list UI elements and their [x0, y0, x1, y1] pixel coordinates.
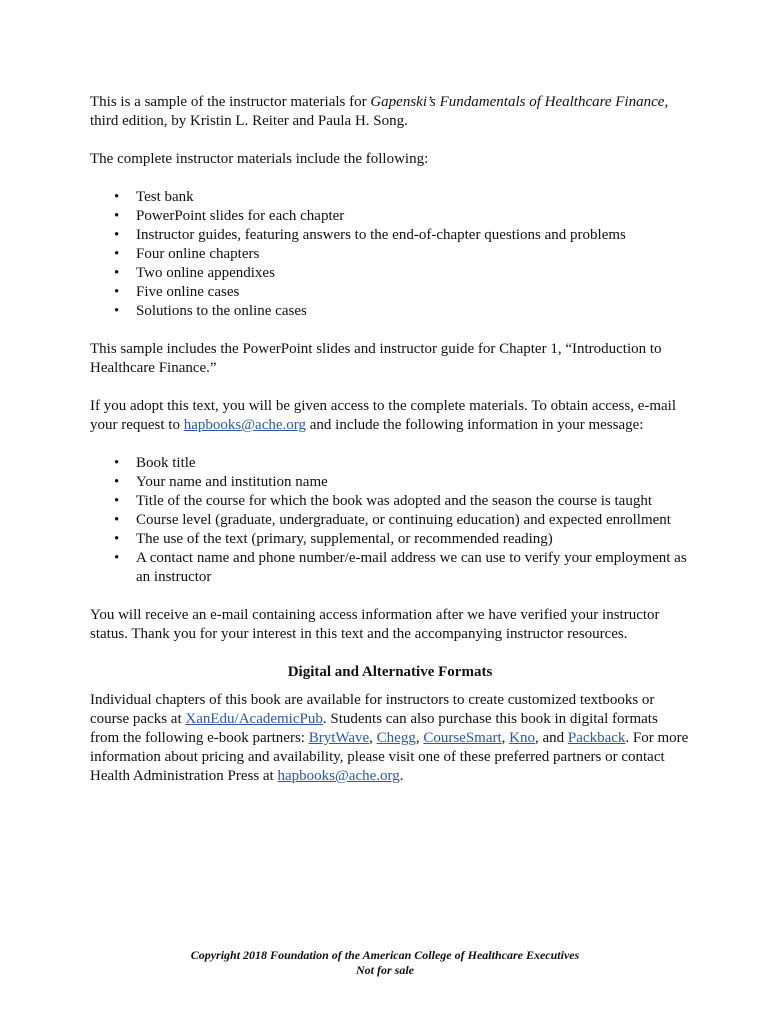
list-item — [90, 530, 690, 549]
digital-text-2: . Students can also purchase this book in digital formats from the following e-book partners: — [90, 711, 658, 746]
bullet-icon: • — [114, 189, 120, 205]
email-link[interactable]: hapbooks@ache.org — [183, 417, 306, 433]
materials-lead: The complete instructor materials include the following: — [90, 151, 429, 167]
copyright-line: Copyright 2018 Foundation of the American College of Healthcare Executives — [190, 948, 580, 962]
bullet-icon: • — [114, 512, 120, 528]
bullet-icon: • — [114, 531, 120, 547]
packback-link[interactable]: Packback — [567, 730, 626, 746]
adopt-text-after: and include the following information in your message: — [306, 417, 644, 433]
list-item — [90, 226, 690, 245]
intro-text-before: This is a sample of the instructor materials for — [90, 94, 371, 110]
list-item-text: Instructor guides, featuring answers to the end-of-chapter questions and problems — [136, 227, 626, 243]
list-item-text: Four online chapters — [136, 246, 260, 262]
bullet-icon: • — [114, 474, 120, 490]
list-item-text: Five online cases — [136, 284, 240, 300]
list-item — [90, 454, 690, 473]
list-item — [90, 473, 690, 492]
document-body — [90, 93, 690, 805]
list-item-text: Course level (graduate, undergraduate, or continuing education) and expected enrollment — [136, 512, 671, 528]
adopt-paragraph — [90, 397, 690, 435]
bullet-icon: • — [114, 550, 120, 566]
brytwave-link[interactable]: BrytWave — [308, 730, 370, 746]
request-info-list — [90, 454, 690, 587]
list-item-text: Book title — [136, 455, 196, 471]
not-for-sale-line: Not for sale — [356, 963, 414, 977]
adopt-text-before: If you adopt this text, you will be given access to the complete materials. To obtain access, e-mail your request to — [90, 398, 677, 433]
bullet-icon: • — [114, 284, 120, 300]
list-item — [90, 188, 690, 207]
list-item — [90, 511, 690, 530]
list-item — [90, 283, 690, 302]
book-title: Gapenski’s Fundamentals of Healthcare Finance — [370, 94, 665, 110]
kno-link[interactable]: Kno — [509, 730, 535, 746]
list-item-text: Title of the course for which the book was adopted and the season the course is taught — [136, 493, 652, 509]
section-heading: Digital and Alternative Formats — [287, 664, 493, 680]
list-item-text: Solutions to the online cases — [136, 303, 307, 319]
list-item — [90, 264, 690, 283]
coursesmart-link[interactable]: CourseSmart — [423, 730, 502, 746]
digital-text-4: . — [399, 768, 404, 784]
list-item — [90, 207, 690, 226]
separator: , and — [535, 730, 568, 746]
bullet-icon: • — [114, 246, 120, 262]
intro-paragraph — [90, 93, 690, 131]
list-item — [90, 549, 690, 587]
intro-text-after: , third edition, by Kristin L. Reiter and Paula H. Song. — [90, 94, 669, 129]
digital-text-1: Individual chapters of this book are available for instructors to create customized textbooks or course packs at — [90, 692, 655, 727]
verify-paragraph: You will receive an e-mail containing access information after we have verified your instructor status. Thank you for your interest in this text and the accompanying instructor resources. — [90, 607, 660, 642]
bullet-icon: • — [114, 227, 120, 243]
list-item-text: Test bank — [136, 189, 194, 205]
chegg-link[interactable]: Chegg — [376, 730, 416, 746]
list-item-text: Two online appendixes — [136, 265, 275, 281]
xanedu-link[interactable]: XanEdu/AcademicPub — [185, 711, 323, 727]
list-item-text: A contact name and phone number/e-mail address we can use to verify your employment as an instructor — [136, 550, 687, 585]
separator: , — [501, 730, 510, 746]
digital-paragraph — [90, 691, 690, 786]
separator: , — [369, 730, 377, 746]
list-item — [90, 492, 690, 511]
materials-list — [90, 188, 690, 321]
bullet-icon: • — [114, 455, 120, 471]
copyright-footer — [0, 948, 770, 978]
bullet-icon: • — [114, 208, 120, 224]
list-item-text: PowerPoint slides for each chapter — [136, 208, 345, 224]
list-item — [90, 302, 690, 321]
bullet-icon: • — [114, 493, 120, 509]
digital-text-3: . For more information about pricing and availability, please visit one of these preferred partners or contact Health Administration Press at — [90, 730, 689, 784]
separator: , — [415, 730, 424, 746]
bullet-icon: • — [114, 265, 120, 281]
list-item — [90, 245, 690, 264]
list-item-text: Your name and institution name — [136, 474, 328, 490]
sample-paragraph: This sample includes the PowerPoint slides and instructor guide for Chapter 1, “Introduction to Healthcare Finance.” — [90, 341, 662, 376]
bullet-icon: • — [114, 303, 120, 319]
list-item-text: The use of the text (primary, supplemental, or recommended reading) — [136, 531, 553, 547]
contact-email-link[interactable]: hapbooks@ache.org — [277, 768, 400, 784]
